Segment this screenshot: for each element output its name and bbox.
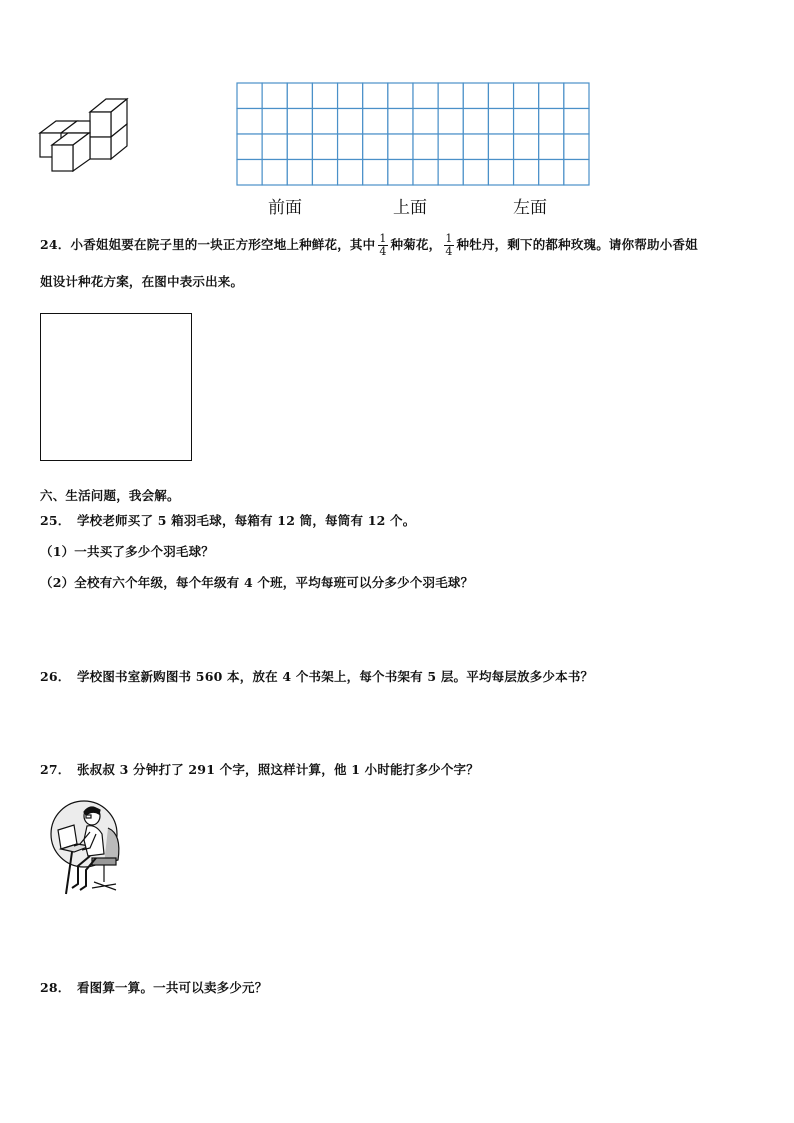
question-24-text-part3: 种牡丹，剩下的都种玫瑰。请你帮助小香姐: [456, 237, 698, 252]
grid-cell[interactable]: [463, 109, 488, 135]
typist-at-computer-icon: [44, 800, 130, 896]
grid-cell[interactable]: [262, 83, 287, 109]
question-25: 25． 学校老师买了 5 箱羽毛球，每箱有 12 筒，每筒有 12 个。: [40, 513, 416, 528]
grid-cell[interactable]: [488, 83, 513, 109]
grid-cell[interactable]: [287, 134, 312, 160]
grid-cell[interactable]: [564, 109, 589, 135]
grid-cell[interactable]: [413, 83, 438, 109]
question-24-line2: 姐设计种花方案，在图中表示出来。: [40, 274, 244, 289]
stacked-cubes-icon: [38, 96, 130, 172]
grid-cell[interactable]: [237, 83, 262, 109]
question-27: 27． 张叔叔 3 分钟打了 291 个字，照这样计算，他 1 小时能打多少个字？: [40, 762, 479, 777]
square-garden-drawing-area[interactable]: [40, 313, 192, 461]
grid-label-top: 上面: [393, 198, 427, 217]
grid-cell[interactable]: [413, 160, 438, 186]
grid-cell[interactable]: [262, 109, 287, 135]
grid-cell[interactable]: [564, 134, 589, 160]
question-28: 28． 看图算一算。一共可以卖多少元？: [40, 980, 268, 995]
grid-cell[interactable]: [539, 109, 564, 135]
drawing-grid[interactable]: [236, 82, 590, 186]
grid-cell[interactable]: [237, 109, 262, 135]
grid-cell[interactable]: [564, 83, 589, 109]
section-6-heading: 六、生活问题，我会解。: [40, 488, 180, 503]
grid-cell[interactable]: [287, 83, 312, 109]
grid-cell[interactable]: [438, 160, 463, 186]
grid-cell[interactable]: [488, 134, 513, 160]
grid-cell[interactable]: [514, 83, 539, 109]
question-24-text-part1: 小香姐姐要在院子里的一块正方形空地上种鲜花，其中: [70, 237, 376, 252]
grid-cell[interactable]: [338, 160, 363, 186]
fraction-one-quarter-chrysanthemum: $\frac{1}{4}$: [379, 232, 387, 258]
grid-cell[interactable]: [363, 134, 388, 160]
grid-cell[interactable]: [463, 134, 488, 160]
grid-cell[interactable]: [363, 83, 388, 109]
grid-cell[interactable]: [539, 160, 564, 186]
grid-cell[interactable]: [262, 160, 287, 186]
question-24-text-part2: 种菊花，: [390, 237, 442, 252]
grid-cell[interactable]: [287, 109, 312, 135]
grid-cell[interactable]: [363, 109, 388, 135]
grid-cell[interactable]: [463, 160, 488, 186]
question-25-sub2: （2）全校有六个年级，每个年级有 4 个班，平均每班可以分多少个羽毛球？: [40, 575, 474, 590]
grid-cell[interactable]: [388, 160, 413, 186]
grid-label-front: 前面: [268, 198, 302, 217]
grid-cell[interactable]: [312, 83, 337, 109]
grid-cell[interactable]: [438, 134, 463, 160]
grid-cell[interactable]: [514, 134, 539, 160]
grid-cell[interactable]: [388, 134, 413, 160]
grid-cell[interactable]: [514, 109, 539, 135]
question-24-number: 24．: [40, 237, 71, 252]
question-24: [40, 232, 698, 258]
grid-cell[interactable]: [237, 134, 262, 160]
grid-cell[interactable]: [564, 160, 589, 186]
grid-cell[interactable]: [237, 160, 262, 186]
grid-cell[interactable]: [514, 160, 539, 186]
grid-cell[interactable]: [539, 134, 564, 160]
grid-cell[interactable]: [438, 83, 463, 109]
grid-cell[interactable]: [463, 83, 488, 109]
grid-cell[interactable]: [413, 109, 438, 135]
grid-cell[interactable]: [363, 160, 388, 186]
grid-cell[interactable]: [413, 134, 438, 160]
grid-cell[interactable]: [488, 160, 513, 186]
grid-cell[interactable]: [539, 83, 564, 109]
grid-cell[interactable]: [338, 134, 363, 160]
grid-cell[interactable]: [338, 109, 363, 135]
grid-cell[interactable]: [262, 134, 287, 160]
grid-cell[interactable]: [388, 83, 413, 109]
grid-cell[interactable]: [338, 83, 363, 109]
fraction-one-quarter-peony: $\frac{1}{4}$: [445, 232, 453, 258]
grid-cell[interactable]: [388, 109, 413, 135]
question-25-sub1: （1）一共买了多少个羽毛球？: [40, 544, 214, 559]
grid-cell[interactable]: [312, 109, 337, 135]
question-26: 26． 学校图书室新购图书 560 本，放在 4 个书架上，每个书架有 5 层。平均每层放多少本书？: [40, 669, 594, 684]
grid-cell[interactable]: [287, 160, 312, 186]
grid-cell[interactable]: [312, 160, 337, 186]
grid-cell[interactable]: [438, 109, 463, 135]
grid-label-left: 左面: [513, 198, 547, 217]
grid-cell[interactable]: [488, 109, 513, 135]
grid-cell[interactable]: [312, 134, 337, 160]
